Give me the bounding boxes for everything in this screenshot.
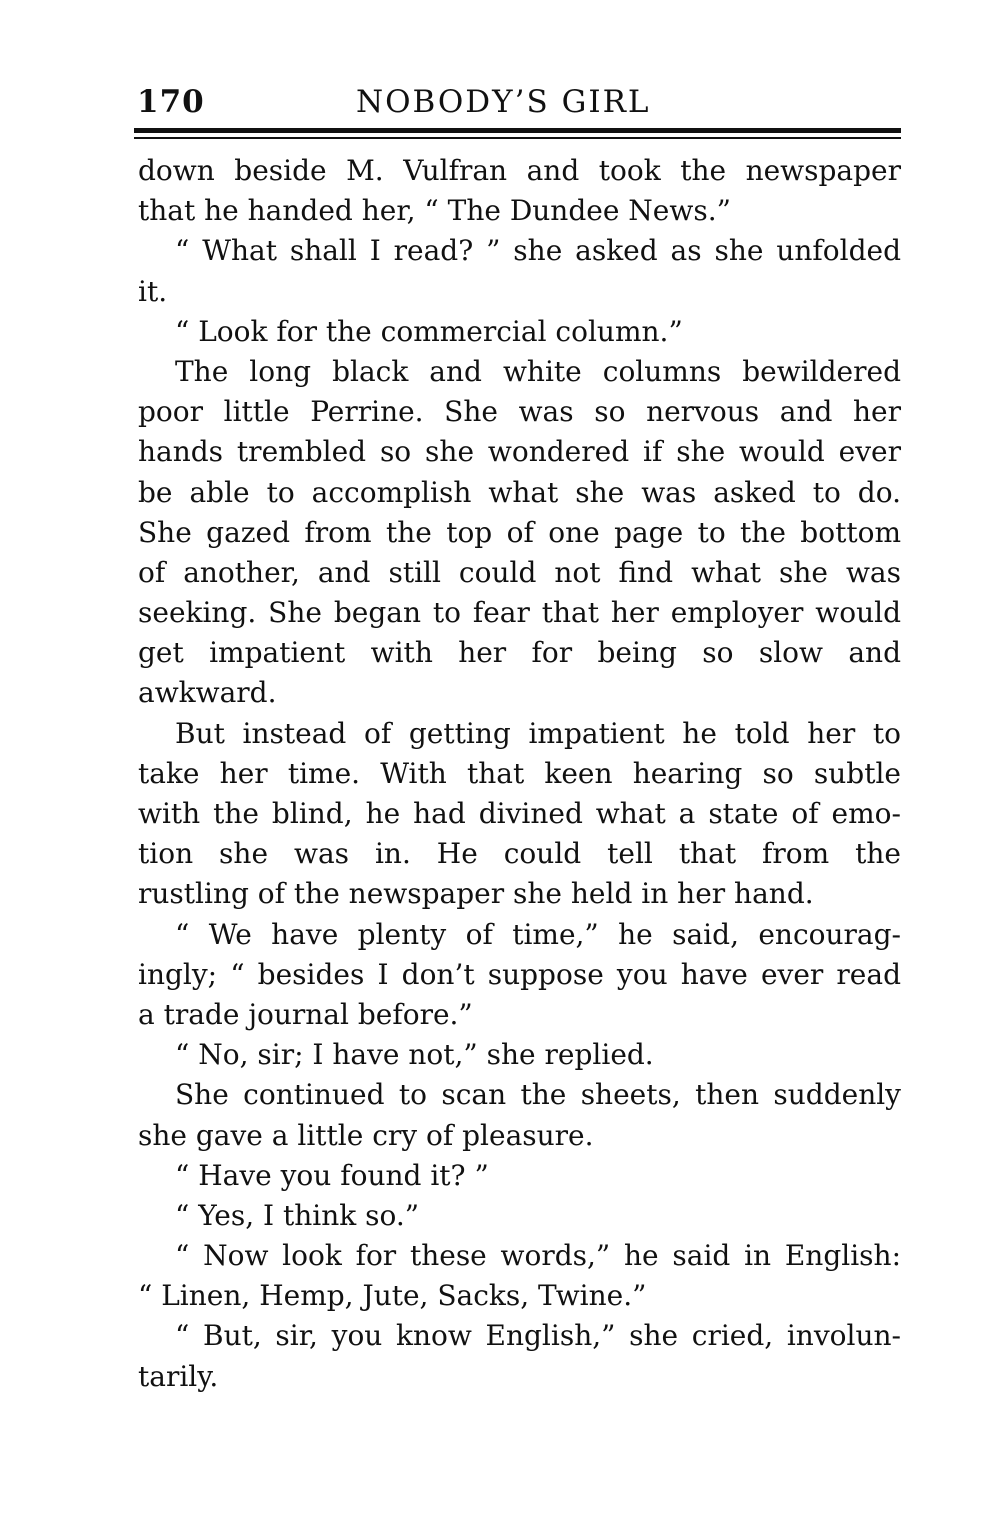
text-line: ingly; “ besides I don’t suppose you have ever read [138, 957, 901, 991]
text-line: a trade journal before.” [138, 997, 473, 1031]
body-text [138, 151, 901, 1397]
text-line: down beside M. Vulfran and took the newspaper [138, 154, 901, 187]
text-line: poor little Perrine. She was so nervous and her [138, 395, 901, 429]
text-line: seeking. She began to fear that her employer would [138, 596, 901, 630]
text-line: “ But, sir, you know English,” she cried, involun- [175, 1319, 901, 1353]
text-line: She continued to scan the sheets, then suddenly [175, 1078, 901, 1112]
text-line: “ Yes, I think so.” [175, 1198, 420, 1232]
text-line: The long black and white columns bewildered [175, 354, 901, 388]
text-line: “ No, sir; I have not,” she replied. [175, 1038, 654, 1072]
running-title: NOBODY’S GIRL [356, 84, 651, 120]
text-line: “ Now look for these words,” he said in English: [175, 1239, 901, 1273]
text-line: tarily. [138, 1359, 219, 1393]
text-line: “ Look for the commercial column.” [175, 314, 683, 348]
text-line: of another, and still could not find what she was [138, 555, 901, 589]
text-line: “ What shall I read? ” she asked as she unfolded [175, 234, 901, 268]
text-line: She gazed from the top of one page to the bottom [138, 515, 901, 549]
text-line: be able to accomplish what she was asked to do. [138, 475, 901, 509]
page-header [137, 78, 901, 126]
text-line: awkward. [138, 676, 277, 710]
text-line: “ Linen, Hemp, Jute, Sacks, Twine.” [138, 1279, 647, 1313]
page-number: 170 [137, 84, 205, 120]
text-line: hands trembled so she wondered if she would ever [138, 435, 901, 469]
text-line: “ We have plenty of time,” he said, encourag- [175, 917, 901, 951]
text-line: tion she was in. He could tell that from the [138, 837, 901, 871]
text-line: “ Have you found it? ” [175, 1158, 489, 1192]
text-line: take her time. With that keen hearing so subtle [138, 756, 901, 790]
text-line: But instead of getting impatient he told her to [175, 716, 901, 750]
text-line: it. [138, 274, 168, 308]
header-rule-thick [134, 128, 901, 133]
text-line: rustling of the newspaper she held in her hand. [138, 877, 814, 911]
header-rule-thin [134, 137, 901, 139]
text-line: that he handed her, “ The Dundee News.” [138, 194, 731, 228]
text-line: get impatient with her for being so slow and [138, 636, 901, 670]
text-line: she gave a little cry of pleasure. [138, 1118, 594, 1152]
text-line: with the blind, he had divined what a state of emo- [138, 797, 901, 830]
